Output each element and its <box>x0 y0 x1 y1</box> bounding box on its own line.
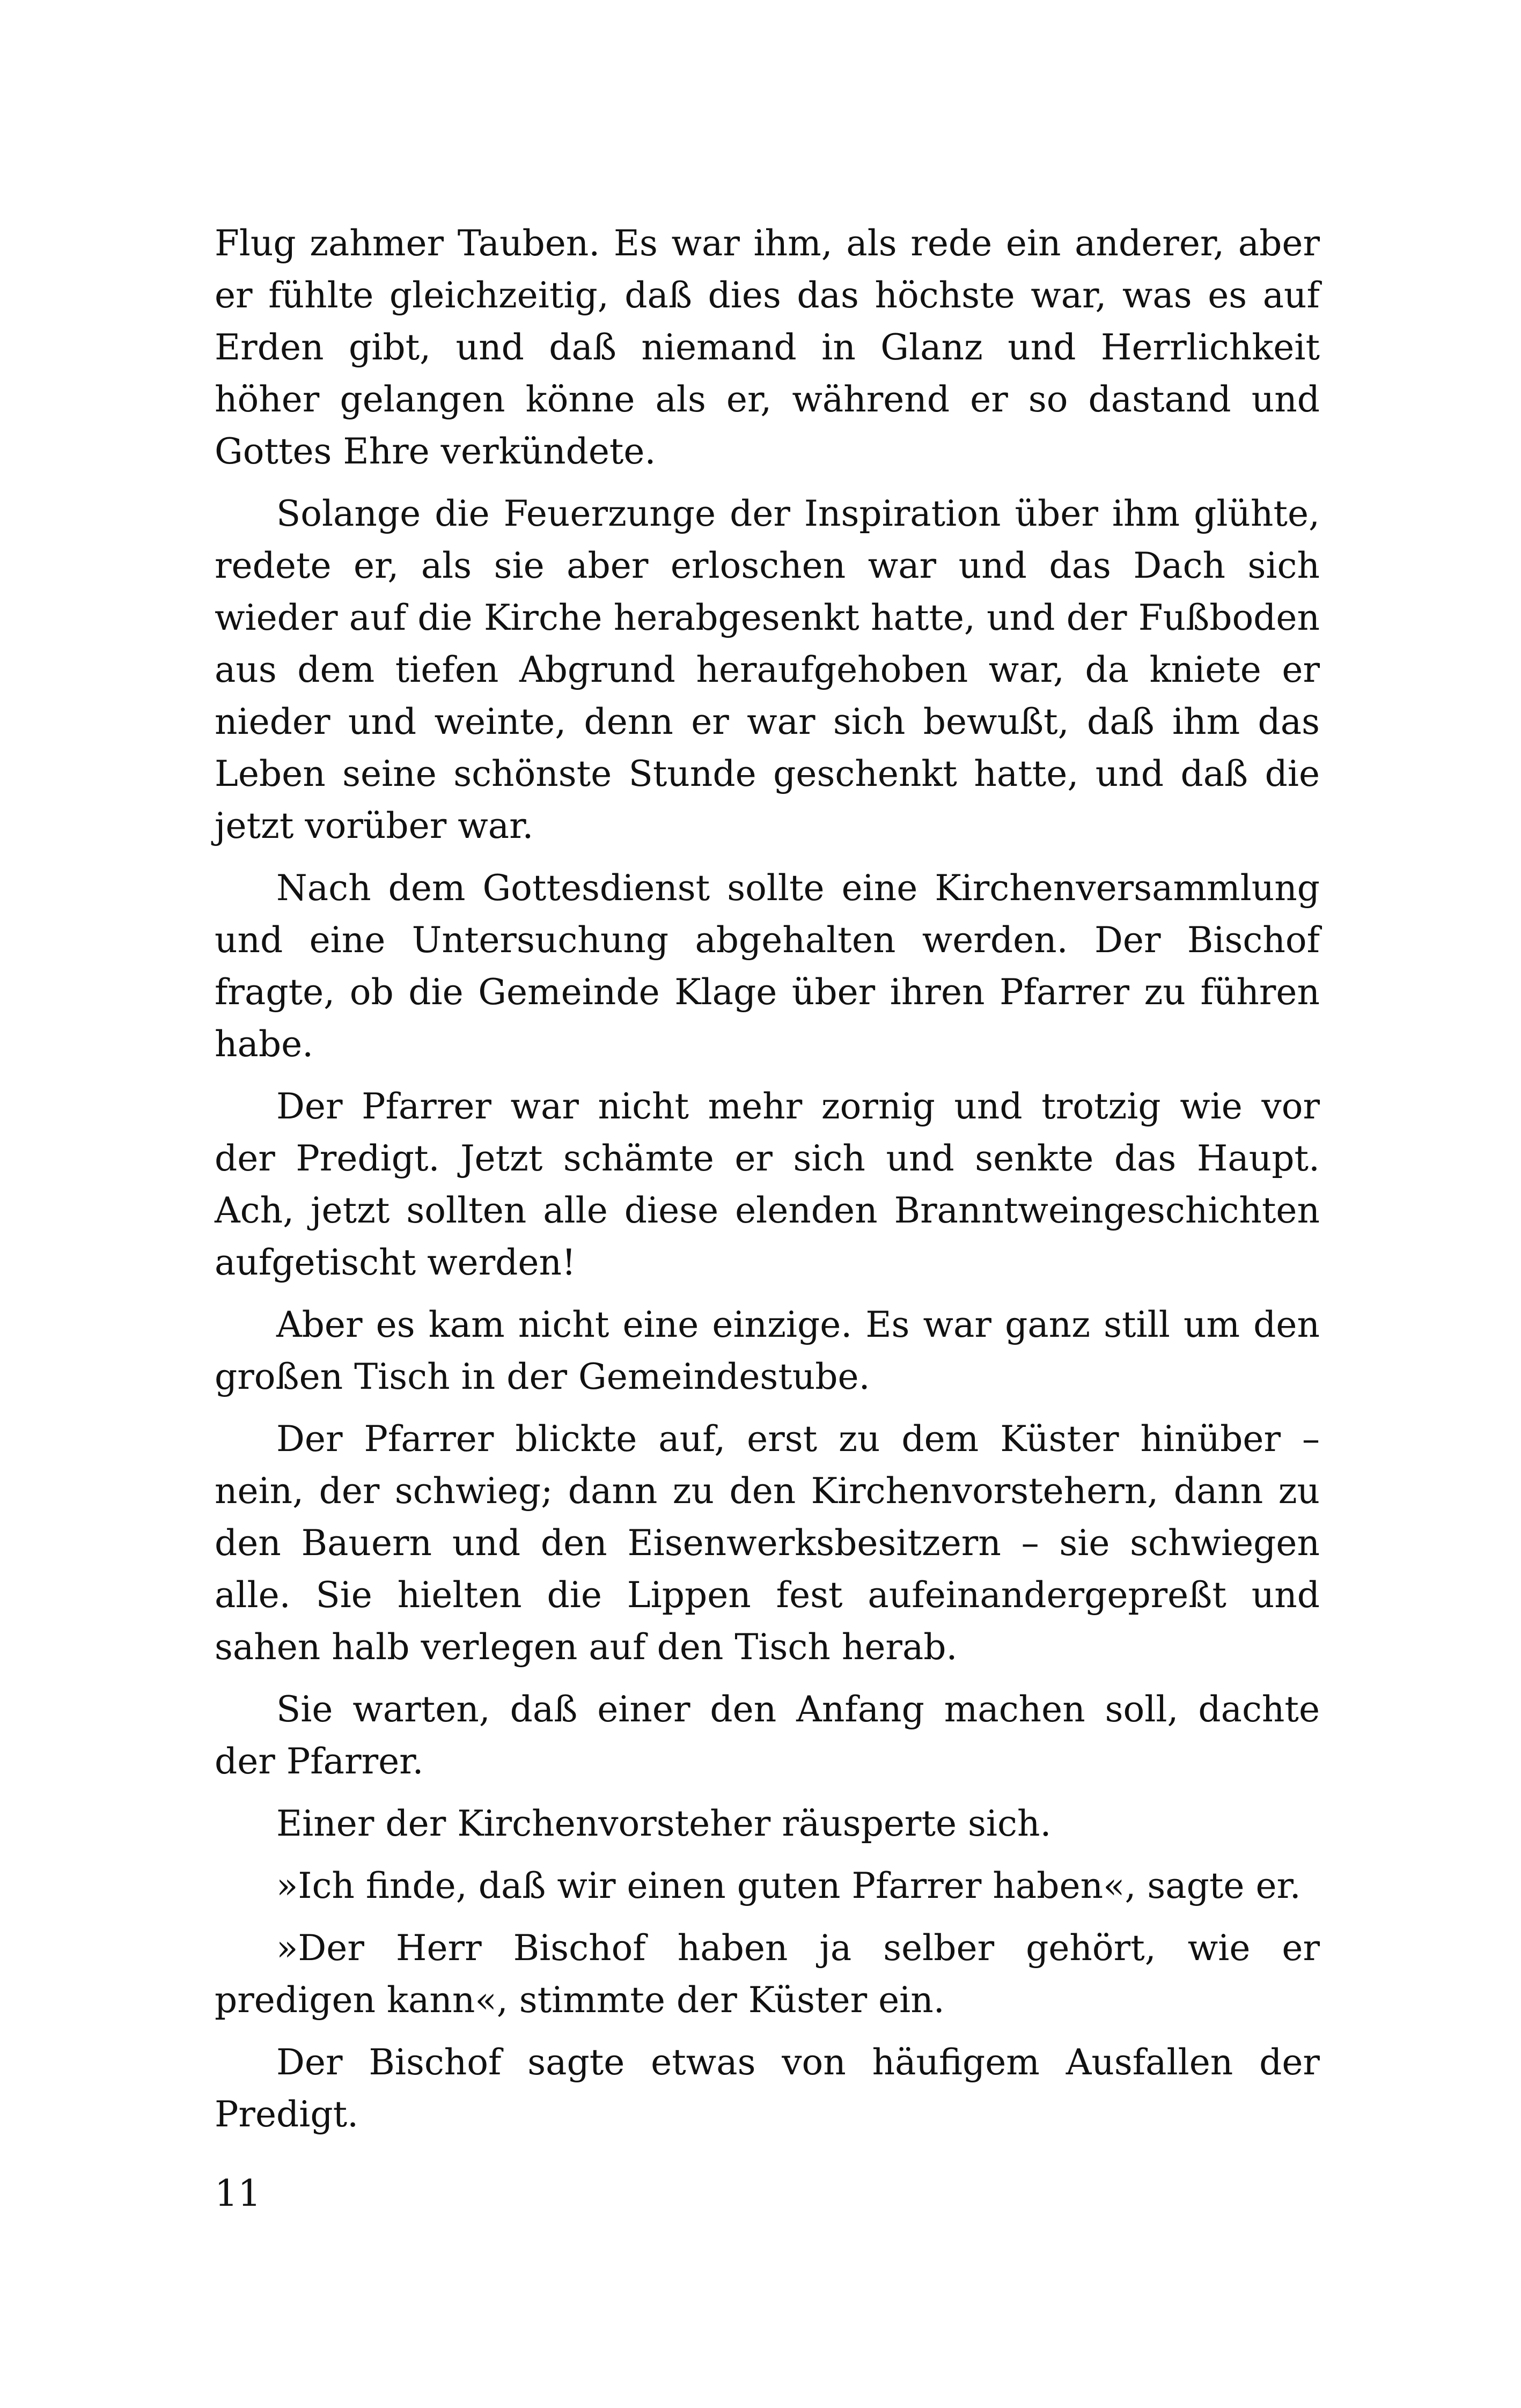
paragraph-6: Der Pfarrer blickte auf, erst zu dem Küster hinüber – nein, der schwieg; dann zu den Kirchenvorstehern, dann zu den Bauern und den Eisenwerksbesitzern – sie schwiegen alle. Sie hielten die Lippen fest aufeinandergepreßt und sahen halb verlegen auf den Tisch herab. <box>215 1418 1320 1668</box>
paragraph-9: »Ich finde, daß wir einen guten Pfarrer haben«, sagte er. <box>276 1865 1301 1906</box>
paragraph-5: Aber es kam nicht eine einzige. Es war ganz still um den großen Tisch in der Gemeindestube. <box>215 1304 1320 1397</box>
paragraph-1: Flug zahmer Tauben. Es war ihm, als rede ein anderer, aber er fühlte gleichzeitig, daß dies das höchste war, was es auf Erden gibt, und daß niemand in Glanz und Herrlichkeit höher gelangen könne als er, während er so dastand und Gottes Ehre verkündete. <box>215 223 1320 472</box>
paragraph-3: Nach dem Gottesdienst sollte eine Kirchenversammlung und eine Untersuchung abgehalten werden. Der Bischof fragte, ob die Gemeinde Klage über ihren Pfarrer zu führen habe. <box>215 867 1320 1065</box>
paragraph-4: Der Pfarrer war nicht mehr zornig und trotzig wie vor der Predigt. Jetzt schämte er sich und senkte das Haupt. Ach, jetzt sollten alle diese elenden Branntweingeschichten aufgetischt werden! <box>215 1086 1320 1283</box>
page-number: 11 <box>215 2173 261 2215</box>
body-text <box>215 217 1320 2151</box>
paragraph-11: Der Bischof sagte etwas von häufigem Ausfallen der Predigt. <box>215 2042 1320 2135</box>
paragraph-8: Einer der Kirchenvorsteher räusperte sich. <box>276 1803 1052 1844</box>
paragraph-10: »Der Herr Bischof haben ja selber gehört, wie er predigen kann«, stimmte der Küster ein. <box>215 1927 1320 2021</box>
paragraph-7: Sie warten, daß einer den Anfang machen soll, dachte der Pfarrer. <box>215 1689 1320 1782</box>
paragraph-2: Solange die Feuerzunge der Inspiration über ihm glühte, redete er, als sie aber erloschen war und das Dach sich wieder auf die Kirche herabgesenkt hatte, und der Fußboden aus dem tiefen Abgrund heraufgehoben war, da kniete er nieder und weinte, denn er war sich bewußt, daß ihm das Leben seine schönste Stunde geschenkt hatte, und daß die jetzt vorüber war. <box>215 493 1320 846</box>
